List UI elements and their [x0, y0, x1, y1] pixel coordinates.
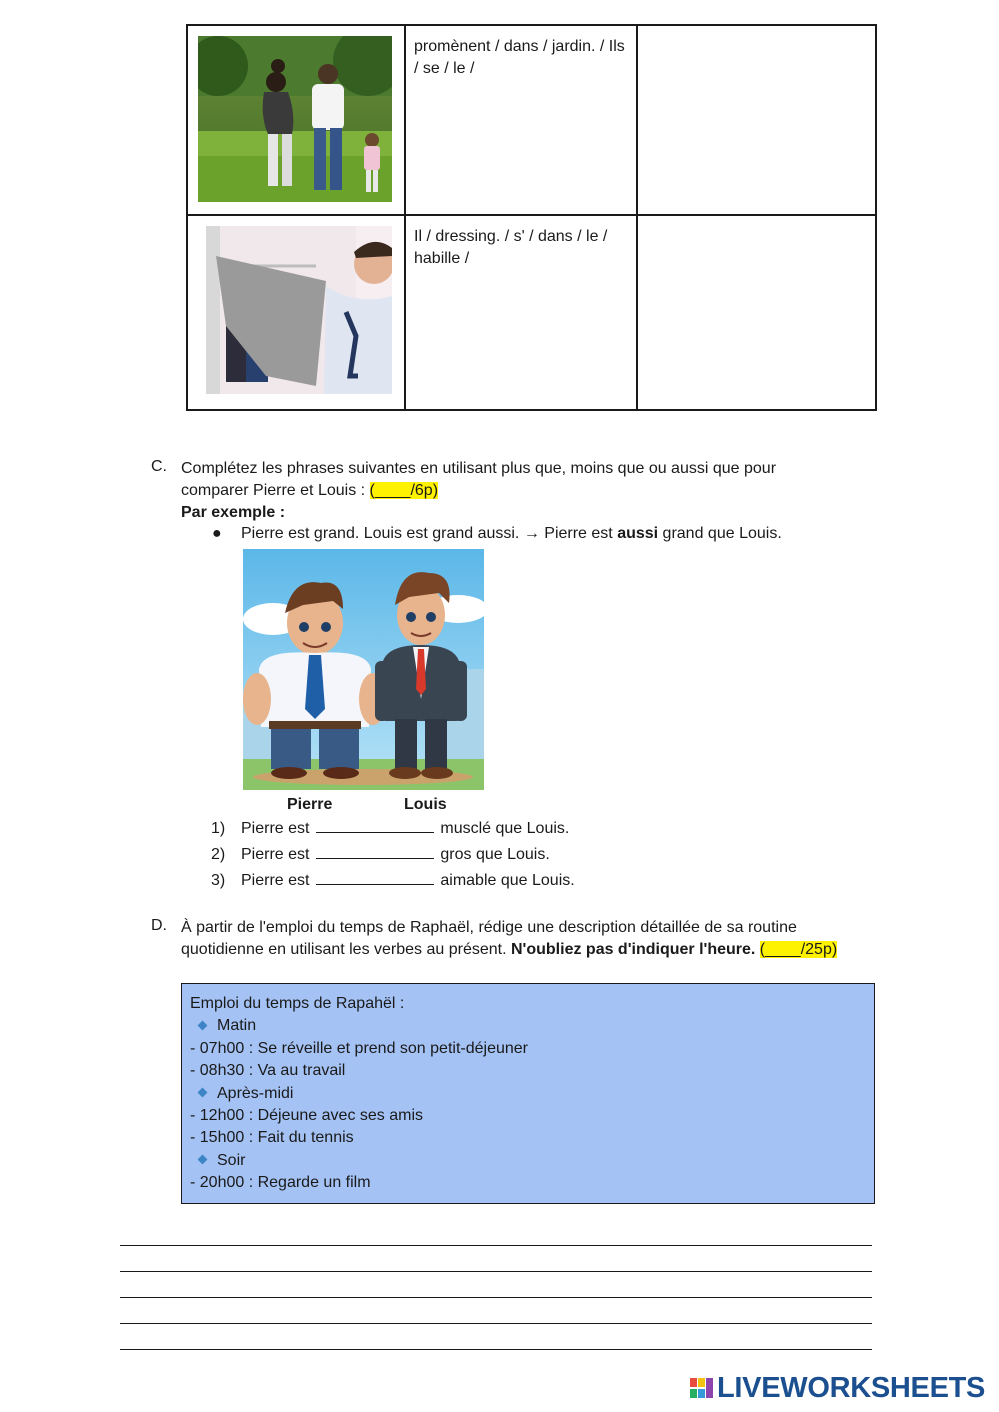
schedule-period — [190, 1015, 866, 1037]
item-number: 2) — [211, 846, 226, 863]
item-pre: Pierre est — [241, 846, 310, 863]
caption-pierre: Pierre — [287, 796, 333, 813]
writing-line[interactable] — [120, 1323, 872, 1324]
example-pre: Pierre est grand. Louis est grand aussi. → Pierre est — [241, 525, 618, 542]
schedule-period — [190, 1083, 866, 1105]
scrambled-words: Il / dressing. / s' / dans / le / habille / — [414, 228, 608, 267]
man-dressing-photo — [206, 226, 392, 394]
table-row — [187, 25, 876, 215]
diamond-bullet-icon — [198, 1155, 208, 1165]
answer-cell[interactable] — [637, 215, 876, 410]
comparison-item — [211, 844, 550, 866]
section-c-letter: C. — [151, 458, 167, 475]
logo-blocks-icon — [690, 1376, 714, 1400]
pierre-louis-illustration — [243, 549, 484, 790]
item-post: gros que Louis. — [440, 846, 550, 863]
period-label: Soir — [217, 1151, 246, 1169]
instruction-line — [181, 939, 891, 961]
item-post: aimable que Louis. — [440, 872, 575, 889]
schedule-entry: - 08h30 : Va au travail — [190, 1062, 346, 1080]
words-cell — [405, 25, 637, 215]
instruction-text: quotidienne en utilisant les verbes au présent. — [181, 941, 511, 958]
schedule-period — [190, 1150, 866, 1172]
item-number: 1) — [211, 820, 226, 837]
example-bullet: ● — [212, 525, 222, 542]
exercise-table — [186, 24, 877, 411]
item-pre: Pierre est — [241, 820, 310, 837]
instruction-line — [181, 480, 881, 502]
comparison-item — [211, 870, 575, 892]
instruction-line: À partir de l'emploi du temps de Raphaël, rédige une description détaillée de sa routine — [181, 919, 797, 936]
item-pre: Pierre est — [241, 872, 310, 889]
section-d-instructions — [181, 917, 891, 961]
image-cell — [187, 25, 405, 215]
table-row — [187, 215, 876, 410]
schedule-entry: - 20h00 : Regarde un film — [190, 1174, 371, 1192]
section-d-letter: D. — [151, 917, 167, 934]
period-label: Après-midi — [217, 1084, 294, 1102]
family-walking-photo — [198, 36, 392, 202]
example-post: grand que Louis. — [658, 525, 782, 542]
diamond-bullet-icon — [198, 1087, 208, 1097]
example-bold: aussi — [617, 525, 659, 542]
caption-louis: Louis — [404, 796, 447, 813]
liveworksheets-logo — [690, 1372, 985, 1404]
writing-line[interactable] — [120, 1271, 872, 1272]
points-badge: (____/6p) — [369, 482, 439, 499]
answer-blank[interactable] — [316, 818, 434, 833]
section-c-instructions — [181, 458, 881, 524]
image-cell — [187, 215, 405, 410]
schedule-entry: - 15h00 : Fait du tennis — [190, 1129, 354, 1147]
writing-line[interactable] — [120, 1349, 872, 1350]
answer-text[interactable] — [638, 216, 875, 236]
answer-cell[interactable] — [637, 25, 876, 215]
instruction-line: Complétez les phrases suivantes en utilisant plus que, moins que ou aussi que pour — [181, 460, 777, 477]
instruction-text: comparer Pierre et Louis : — [181, 482, 370, 499]
period-label: Matin — [217, 1017, 257, 1035]
item-number: 3) — [211, 872, 226, 889]
comparison-item — [211, 818, 569, 840]
diamond-bullet-icon — [198, 1020, 208, 1030]
scrambled-words: promènent / dans / jardin. / Ils / se / le / — [414, 38, 625, 77]
schedule-title: Emploi du temps de Rapahël : — [190, 995, 405, 1012]
points-badge: (____/25p) — [759, 941, 838, 958]
example-label: Par exemple : — [181, 504, 286, 521]
writing-line[interactable] — [120, 1297, 872, 1298]
item-post: musclé que Louis. — [440, 820, 570, 837]
answer-blank[interactable] — [316, 870, 434, 885]
words-cell — [405, 215, 637, 410]
writing-line[interactable] — [120, 1245, 872, 1246]
answer-blank[interactable] — [316, 844, 434, 859]
schedule-entry: - 07h00 : Se réveille et prend son petit-déjeuner — [190, 1039, 528, 1057]
schedule-entry: - 12h00 : Déjeune avec ses amis — [190, 1107, 424, 1125]
logo-text: LIVEWORKSHEETS — [717, 1371, 986, 1404]
instruction-bold: N'oubliez pas d'indiquer l'heure. — [511, 941, 756, 958]
schedule-box — [181, 983, 875, 1204]
example-sentence — [241, 525, 782, 543]
answer-text[interactable] — [638, 26, 875, 46]
